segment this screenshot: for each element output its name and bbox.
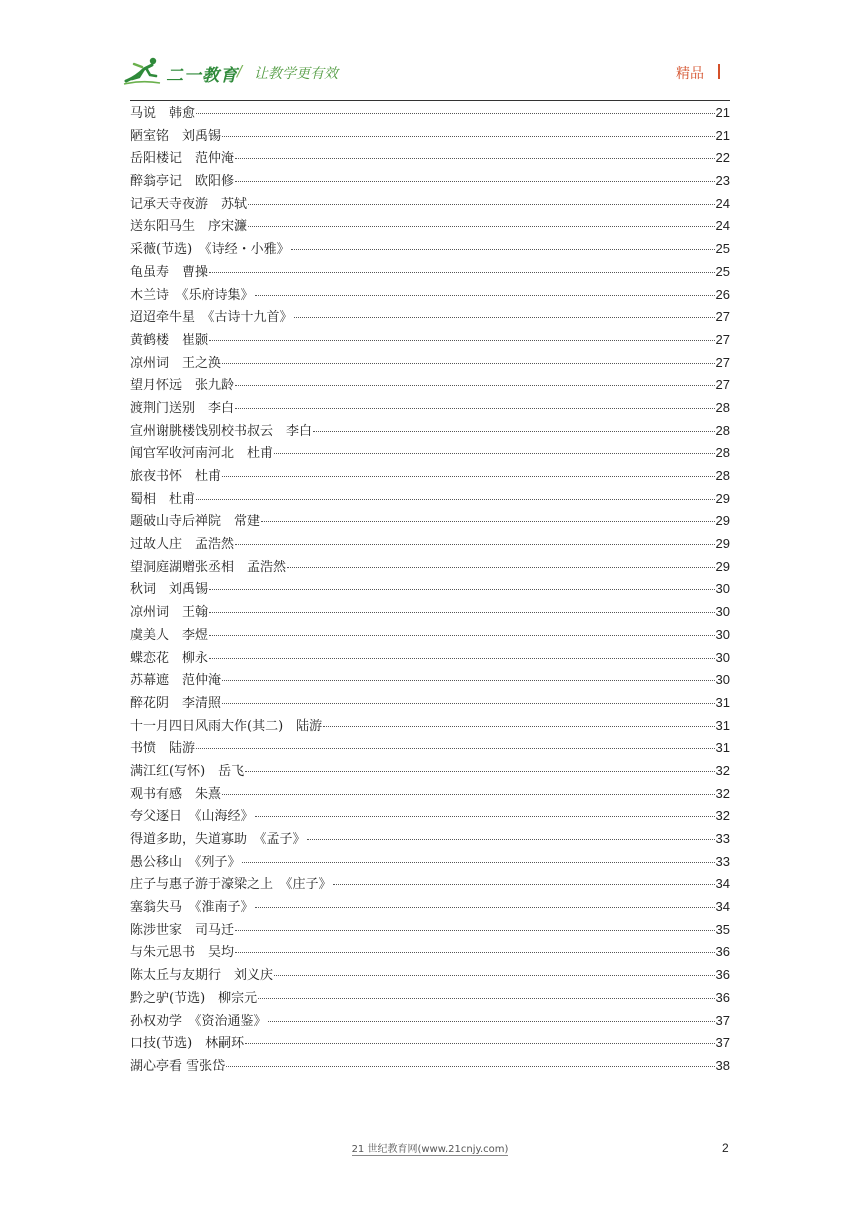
toc-entry-page: 23 — [715, 173, 730, 189]
toc-leader-dots — [261, 521, 715, 522]
toc-leader-dots — [222, 680, 715, 681]
toc-leader-dots — [274, 975, 715, 976]
table-of-contents — [130, 102, 730, 1078]
toc-leader-dots — [294, 317, 715, 318]
toc-entry-title: 黄鹤楼 崔颢 — [130, 332, 209, 348]
toc-entry[interactable] — [130, 510, 730, 533]
toc-entry[interactable] — [130, 102, 730, 125]
toc-entry-title: 愚公移山 《列子》 — [130, 854, 241, 870]
toc-entry[interactable] — [130, 1010, 730, 1033]
toc-entry-title: 送东阳马生 序宋濂 — [130, 219, 248, 235]
toc-entry-page: 32 — [715, 762, 730, 778]
toc-entry[interactable] — [130, 442, 730, 465]
toc-entry[interactable] — [130, 578, 730, 601]
toc-entry-title: 望月怀远 张九龄 — [130, 378, 235, 394]
toc-entry-title: 蜀相 杜甫 — [130, 491, 196, 507]
toc-entry-page: 32 — [715, 785, 730, 801]
toc-leader-dots — [209, 635, 715, 636]
toc-entry[interactable] — [130, 420, 730, 443]
toc-leader-dots — [235, 181, 715, 182]
toc-entry-title: 陋室铭 刘禹锡 — [130, 128, 222, 144]
toc-leader-dots — [209, 612, 715, 613]
brand-slogan: 让教学更有效 — [254, 66, 338, 82]
toc-entry-page: 32 — [715, 808, 730, 824]
toc-entry-title: 题破山寺后禅院 常建 — [130, 514, 261, 530]
toc-entry[interactable] — [130, 805, 730, 828]
toc-leader-dots — [291, 249, 715, 250]
toc-leader-dots — [209, 589, 715, 590]
toc-entry-page: 33 — [715, 853, 730, 869]
toc-entry-page: 36 — [715, 989, 730, 1005]
toc-entry[interactable] — [130, 488, 730, 511]
toc-entry[interactable] — [130, 737, 730, 760]
toc-entry-title: 记承天寺夜游 苏轼 — [130, 196, 248, 212]
toc-entry-title: 旅夜书怀 杜甫 — [130, 469, 222, 484]
toc-entry[interactable] — [130, 783, 730, 806]
toc-entry[interactable] — [130, 170, 730, 193]
toc-leader-dots — [209, 340, 715, 341]
toc-entry[interactable] — [130, 987, 730, 1010]
toc-entry[interactable] — [130, 896, 730, 919]
toc-entry[interactable] — [130, 238, 730, 261]
header-rule — [130, 100, 730, 101]
toc-entry-title: 醉翁亭记 欧阳修 — [130, 174, 235, 190]
toc-entry-title: 书愤 陆游 — [130, 741, 196, 757]
toc-entry[interactable] — [130, 851, 730, 874]
toc-entry-title: 醉花阴 李清照 — [130, 695, 222, 711]
toc-entry-page: 28 — [715, 468, 730, 483]
page-number: 2 — [722, 1141, 729, 1155]
toc-entry-page: 29 — [715, 513, 730, 529]
toc-entry-page: 22 — [715, 150, 730, 166]
toc-entry-title: 望洞庭湖赠张丞相 孟浩然 — [130, 559, 287, 575]
toc-entry-page: 33 — [715, 831, 730, 846]
toc-entry-page: 37 — [715, 1035, 730, 1051]
toc-entry-title: 凉州词 王之涣 — [130, 355, 222, 371]
toc-entry-title: 湖心亭看 雪张岱 — [130, 1058, 226, 1074]
toc-entry-page: 30 — [715, 649, 730, 665]
toc-entry-title: 闻官军收河南河北 杜甫 — [130, 446, 274, 462]
running-man-logo-icon — [122, 55, 162, 87]
toc-leader-dots — [255, 295, 715, 296]
toc-leader-dots — [242, 862, 715, 863]
toc-leader-dots — [245, 1043, 714, 1044]
toc-entry[interactable] — [130, 397, 730, 420]
toc-entry-title: 马说 韩愈 — [130, 106, 196, 121]
toc-entry-title: 采薇(节选) 《诗经・小雅》 — [130, 242, 290, 258]
toc-leader-dots — [222, 136, 715, 137]
toc-entry-title: 陈太丘与友期行 刘义庆 — [130, 968, 274, 984]
toc-entry[interactable] — [130, 352, 730, 375]
toc-entry-page: 31 — [715, 740, 730, 756]
toc-leader-dots — [209, 658, 715, 659]
toc-entry[interactable] — [130, 873, 730, 896]
toc-entry-title: 十一月四日风雨大作(其二) 陆游 — [130, 718, 323, 734]
toc-leader-dots — [248, 226, 715, 227]
toc-entry[interactable] — [130, 1032, 730, 1055]
toc-entry-page: 36 — [715, 967, 730, 983]
toc-entry-title: 观书有感 朱熹 — [130, 786, 222, 802]
toc-entry-title: 塞翁失马 《淮南子》 — [130, 900, 254, 916]
toc-entry-title: 木兰诗 《乐府诗集》 — [130, 287, 254, 303]
toc-entry[interactable] — [130, 1055, 730, 1078]
toc-entry[interactable] — [130, 556, 730, 579]
toc-entry[interactable] — [130, 261, 730, 284]
toc-entry-title: 过故人庄 孟浩然 — [130, 537, 235, 553]
toc-entry[interactable] — [130, 941, 730, 964]
toc-entry[interactable] — [130, 533, 730, 556]
toc-entry-page: 21 — [715, 105, 730, 120]
toc-leader-dots — [235, 930, 715, 931]
toc-entry-page: 30 — [715, 604, 730, 620]
toc-leader-dots — [235, 158, 715, 159]
toc-entry-page: 27 — [715, 331, 730, 347]
toc-entry[interactable] — [130, 329, 730, 352]
toc-leader-dots — [235, 408, 715, 409]
toc-entry[interactable] — [130, 306, 730, 329]
toc-entry-page: 24 — [715, 195, 730, 211]
badge-divider — [718, 64, 720, 79]
toc-leader-dots — [226, 1066, 714, 1067]
toc-entry-title: 孙权劝学 《资治通鉴》 — [130, 1013, 267, 1029]
toc-entry[interactable] — [130, 284, 730, 307]
toc-leader-dots — [258, 998, 714, 999]
toc-entry[interactable] — [130, 147, 730, 170]
toc-entry-page: 27 — [715, 354, 730, 370]
toc-leader-dots — [222, 794, 715, 795]
toc-entry-title: 秋词 刘禹锡 — [130, 582, 209, 598]
toc-entry-title: 虞美人 李煜 — [130, 627, 209, 643]
toc-entry-page: 25 — [715, 241, 730, 257]
toc-entry-title: 渡荆门送别 李白 — [130, 400, 235, 416]
toc-leader-dots — [313, 431, 715, 432]
toc-leader-dots — [235, 544, 715, 545]
toc-entry-page: 30 — [715, 672, 730, 688]
toc-leader-dots — [255, 816, 715, 817]
toc-entry-page: 38 — [715, 1057, 730, 1073]
toc-leader-dots — [245, 771, 714, 772]
toc-entry-title: 岳阳楼记 范仲淹 — [130, 151, 235, 167]
toc-entry-page: 29 — [715, 536, 730, 552]
toc-leader-dots — [255, 907, 715, 908]
toc-entry-page: 34 — [715, 876, 730, 892]
toc-entry[interactable] — [130, 669, 730, 692]
toc-entry[interactable] — [130, 624, 730, 647]
toc-leader-dots — [287, 567, 715, 568]
toc-leader-dots — [333, 884, 715, 885]
toc-entry-page: 29 — [715, 490, 730, 506]
toc-entry-page: 30 — [715, 581, 730, 597]
toc-entry-title: 夸父逐日 《山海经》 — [130, 809, 254, 825]
toc-entry-title: 得道多助，失道寡助 《孟子》 — [130, 832, 306, 847]
toc-entry-title: 陈涉世家 司马迁 — [130, 922, 235, 938]
toc-entry[interactable] — [130, 760, 730, 783]
toc-entry-page: 30 — [715, 626, 730, 642]
toc-entry-page: 31 — [715, 694, 730, 710]
toc-entry-page: 27 — [715, 377, 730, 393]
toc-entry[interactable] — [130, 647, 730, 670]
page-footer — [0, 1140, 860, 1155]
toc-leader-dots — [268, 1021, 715, 1022]
page-header — [0, 0, 860, 102]
toc-entry-title: 迢迢牵牛星 《古诗十九首》 — [130, 310, 293, 326]
toc-entry[interactable] — [130, 374, 730, 397]
toc-entry-page: 28 — [715, 399, 730, 415]
toc-entry[interactable] — [130, 919, 730, 942]
footer-source-link[interactable]: 21 世纪教育网(www.21cnjy.com) — [351, 1144, 509, 1155]
toc-entry-page: 24 — [715, 218, 730, 234]
toc-entry[interactable] — [130, 215, 730, 238]
toc-leader-dots — [323, 726, 714, 727]
toc-entry[interactable] — [130, 601, 730, 624]
toc-leader-dots — [209, 272, 715, 273]
toc-entry-page: 36 — [715, 944, 730, 960]
toc-entry-title: 龟虽寿 曹操 — [130, 264, 209, 280]
toc-entry-title: 苏幕遮 范仲淹 — [130, 673, 222, 689]
toc-entry-page: 28 — [715, 445, 730, 461]
toc-leader-dots — [274, 453, 715, 454]
toc-leader-dots — [196, 499, 715, 500]
toc-entry-title: 庄子与惠子游于濠梁之上 《庄子》 — [130, 877, 332, 893]
toc-entry-page: 25 — [715, 263, 730, 279]
toc-leader-dots — [196, 748, 715, 749]
toc-entry-title: 凉州词 王翰 — [130, 605, 209, 621]
toc-leader-dots — [222, 703, 715, 704]
toc-leader-dots — [235, 385, 715, 386]
toc-leader-dots — [248, 204, 715, 205]
toc-entry-title: 黔之驴(节选) 柳宗元 — [130, 990, 258, 1006]
toc-leader-dots — [235, 952, 715, 953]
toc-entry-title: 口技(节选) 林嗣环 — [130, 1036, 245, 1052]
toc-leader-dots — [307, 839, 715, 840]
toc-entry[interactable] — [130, 125, 730, 148]
header-separator: / — [237, 62, 243, 80]
premium-badge: 精品 — [676, 66, 704, 82]
toc-entry-page: 31 — [715, 717, 730, 733]
toc-entry-page: 35 — [715, 921, 730, 937]
toc-entry-title: 蝶恋花 柳永 — [130, 650, 209, 666]
toc-entry[interactable] — [130, 964, 730, 987]
toc-entry-page: 28 — [715, 422, 730, 438]
toc-leader-dots — [222, 363, 715, 364]
toc-entry-page: 37 — [715, 1012, 730, 1028]
toc-leader-dots — [196, 113, 715, 114]
toc-entry[interactable] — [130, 193, 730, 216]
brand-name: 二一教育 — [166, 66, 238, 86]
toc-entry-page: 29 — [715, 558, 730, 574]
toc-entry-page: 21 — [715, 127, 730, 143]
toc-entry-page: 26 — [715, 286, 730, 302]
toc-entry-page: 34 — [715, 899, 730, 915]
toc-entry-page: 27 — [715, 309, 730, 325]
toc-entry[interactable] — [130, 828, 730, 851]
toc-leader-dots — [222, 476, 715, 477]
toc-entry-title: 满江红(写怀) 岳飞 — [130, 763, 245, 779]
toc-entry[interactable] — [130, 692, 730, 715]
toc-entry[interactable] — [130, 715, 730, 738]
toc-entry-title: 宣州谢朓楼饯别校书叔云 李白 — [130, 423, 313, 439]
toc-entry-title: 与朱元思书 吴均 — [130, 945, 235, 961]
toc-entry[interactable] — [130, 465, 730, 488]
